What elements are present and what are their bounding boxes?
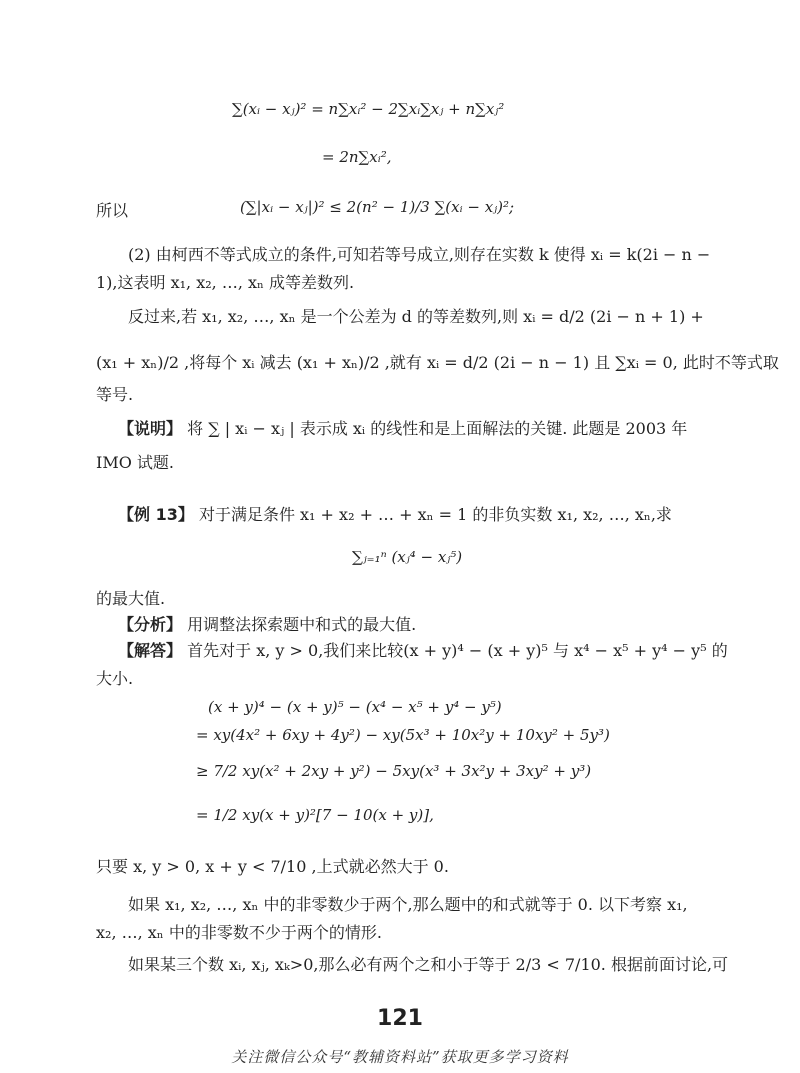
note-line-1 <box>118 418 687 440</box>
footer-watermark: 关注微信公众号“教辅资料站”获取更多学习资料 <box>231 1048 569 1066</box>
example-13-formula: ∑ⱼ₌₁ⁿ (xⱼ⁴ − xⱼ⁵) <box>352 548 463 566</box>
derivation-step-2: = xy(4x² + 6xy + 4y²) − xy(5x³ + 10x²y + 10xy² + 5y³) <box>196 726 610 744</box>
answer-text-2: 大小. <box>96 669 134 688</box>
text-suoyi: 所以 <box>96 201 129 220</box>
condition-line: 只要 x, y > 0, x + y < 7/10 ,上式就必然大于 0. <box>96 857 449 876</box>
paragraph-3-line-3: 等号. <box>96 385 134 404</box>
paragraph-2-line-1: (2) 由柯西不等式成立的条件,可知若等号成立,则存在实数 k 使得 xᵢ = k(2i − n − <box>128 245 711 264</box>
inequality-main: (∑|xᵢ − xⱼ|)² ≤ 2(n² − 1)/3 ∑(xᵢ − xⱼ)²; <box>240 198 515 216</box>
note-label: 【说明】 <box>118 419 183 438</box>
analysis-label: 【分析】 <box>118 615 183 634</box>
page-number: 121 <box>377 1006 423 1031</box>
note-text-1: 将 ∑ | xᵢ − xⱼ | 表示成 xᵢ 的线性和是上面解法的关键. 此题是 2003 年 <box>187 419 688 438</box>
analysis-text: 用调整法探索题中和式的最大值. <box>187 615 417 634</box>
paragraph-3-line-2: (x₁ + xₙ)/2 ,将每个 xᵢ 减去 (x₁ + xₙ)/2 ,就有 xᵢ = d/2 (2i − n − 1) 且 ∑xᵢ = 0, 此时不等式取 <box>96 353 779 372</box>
answer-line-1 <box>118 640 728 662</box>
example-13-label: 【例 13】 <box>118 505 194 524</box>
paragraph-4-line-2: x₂, …, xₙ 中的非零数不少于两个的情形. <box>96 923 382 942</box>
example-13-tail: 的最大值. <box>96 589 166 608</box>
answer-text-1: 首先对于 x, y > 0,我们来比较(x + y)⁴ − (x + y)⁵ 与 x⁴ − x⁵ + y⁴ − y⁵ 的 <box>187 641 728 660</box>
derivation-step-4: = 1/2 xy(x + y)²[7 − 10(x + y)], <box>196 806 434 824</box>
derivation-step-1: (x + y)⁴ − (x + y)⁵ − (x⁴ − x⁵ + y⁴ − y⁵) <box>208 698 502 716</box>
answer-label: 【解答】 <box>118 641 183 660</box>
paragraph-4-line-1: 如果 x₁, x₂, …, xₙ 中的非零数少于两个,那么题中的和式就等于 0. 以下考察 x₁, <box>128 895 688 914</box>
paragraph-2-line-2: 1),这表明 x₁, x₂, …, xₙ 成等差数列. <box>96 273 355 292</box>
paragraph-5-line-1: 如果某三个数 xᵢ, xⱼ, xₖ>0,那么必有两个之和小于等于 2/3 < 7/10. 根据前面讨论,可 <box>128 955 729 974</box>
analysis-line <box>118 614 416 636</box>
example-13-text: 对于满足条件 x₁ + x₂ + … + xₙ = 1 的非负实数 x₁, x₂, …, xₙ,求 <box>198 505 672 524</box>
derivation-step-3: ≥ 7/2 xy(x² + 2xy + y²) − 5xy(x³ + 3x²y + 3xy² + y³) <box>196 762 592 780</box>
equation-sum-expansion: ∑(xᵢ − xⱼ)² = n∑xᵢ² − 2∑xᵢ∑xⱼ + n∑xⱼ² <box>232 100 505 118</box>
paragraph-3-line-1: 反过来,若 x₁, x₂, …, xₙ 是一个公差为 d 的等差数列,则 xᵢ = d/2 (2i − n + 1) + <box>128 307 704 326</box>
note-text-2: IMO 试题. <box>96 453 174 472</box>
equation-sum-result: = 2n∑xᵢ², <box>322 148 392 166</box>
example-13-line <box>118 504 672 526</box>
